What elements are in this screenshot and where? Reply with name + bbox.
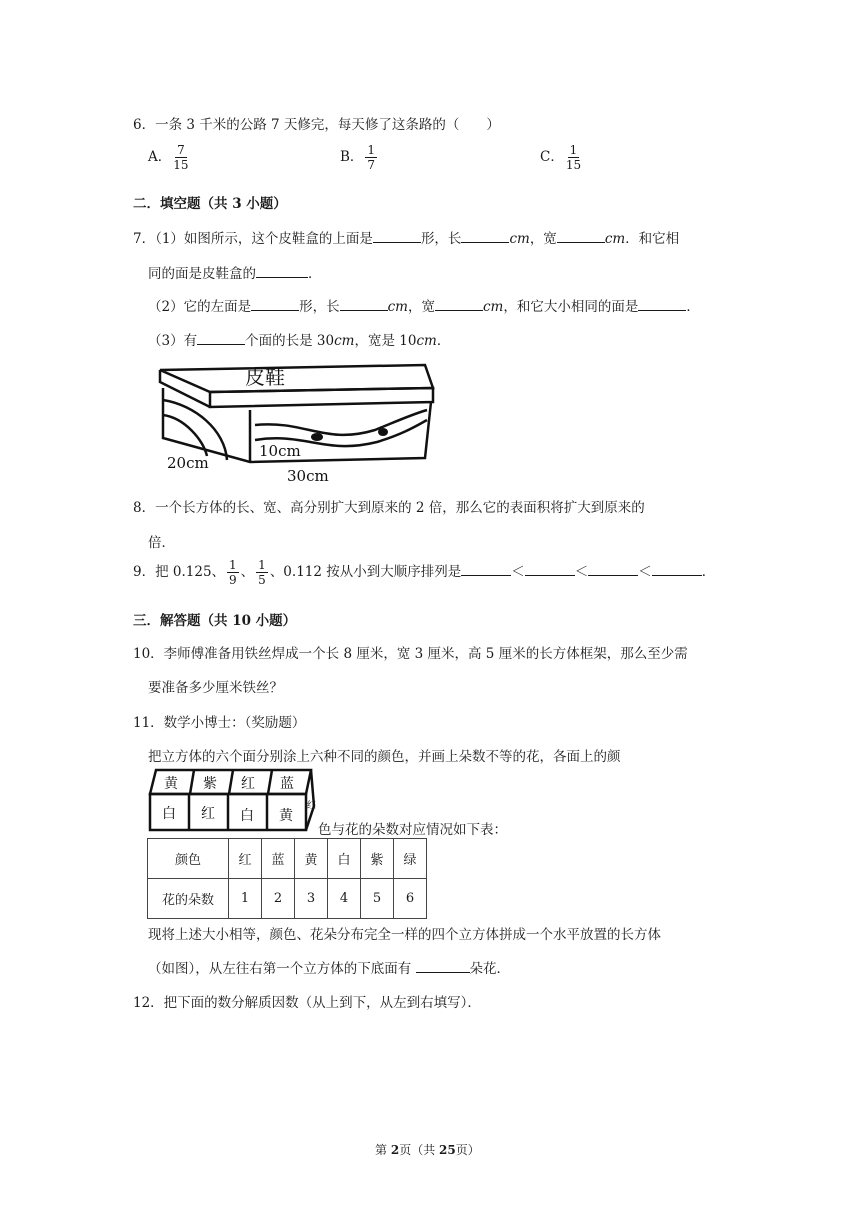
q7-line4: （3）有 个面的长是 30cm，宽是 10cm． [148, 329, 450, 349]
q9-line: 9．把 0.125、 $\frac{1}{9}$ 、 $\frac{1}{5}$ 、0.112 按从小到大顺序排列是 ＜ ＜ ＜ ． [133, 558, 716, 587]
q10-line1: 10．李师傅准备用铁丝焊成一个长 8 厘米，宽 3 厘米，高 5 厘米的长方体框架，那么至少需 [133, 646, 688, 662]
table-cell: 红 [229, 839, 262, 879]
cube-front-label: 白 [240, 808, 254, 824]
table-cell: 花的朵数 [148, 879, 229, 919]
shoebox-figure [155, 360, 440, 485]
cube-front-label: 红 [201, 806, 215, 822]
q7-line3: （2）它的左面是 形，长 cm，宽 cm，和它大小相同的面是 ． [148, 295, 700, 315]
cube-top-label: 蓝 [280, 776, 294, 792]
shoebox-label: 皮鞋 [245, 365, 285, 389]
q6-option-b: B． $\frac{1}{7}$ [340, 143, 376, 172]
q8-line1: 8．一个长方体的长、宽、高分别扩大到原来的 2 倍，那么它的表面积将扩大到原来的 [133, 500, 645, 516]
q6-option-a: A． $\frac{7}{15}$ [148, 143, 189, 172]
q7-line1: 7．（1）如图所示，这个皮鞋盒的上面是 形，长 cm，宽 cm．和它相 [133, 227, 679, 247]
cube-top-label: 黄 [164, 776, 178, 792]
q11-line4: （如图），从左往右第一个立方体的下底面有 朵花． [148, 957, 510, 977]
section-answer-title: 三．解答题（共 10 小题） [133, 613, 297, 629]
table-cell: 白 [328, 839, 361, 879]
cube-front-label: 黄 [279, 808, 293, 824]
cube-front-label: 白 [162, 806, 176, 822]
table-cell: 5 [361, 879, 394, 919]
table-cell: 2 [262, 879, 295, 919]
section-fill-in-title: 二．填空题（共 3 小题） [133, 196, 287, 212]
q12-line: 12．把下面的数分解质因数（从上到下，从左到右填写）． [133, 995, 481, 1011]
cube-top-label: 红 [241, 776, 255, 792]
cubes-figure [146, 766, 318, 834]
q10-line2: 要准备多少厘米铁丝？ [148, 680, 283, 696]
table-cell: 绿 [394, 839, 427, 879]
q11-title: 11．数学小博士：（奖励题） [133, 715, 306, 731]
shoebox-dot [378, 428, 388, 436]
shoebox-length-label: 30cm [287, 467, 329, 485]
q11-line1: 把立方体的六个面分别涂上六种不同的颜色，并画上朵数不等的花，各面上的颜 [148, 749, 621, 765]
cube-side-label: 红 [307, 801, 317, 811]
shoebox-height-label: 10cm [259, 442, 301, 460]
table-cell: 6 [394, 879, 427, 919]
shoebox-width-label: 20cm [167, 454, 209, 472]
table-cell: 1 [229, 879, 262, 919]
table-cell: 4 [328, 879, 361, 919]
table-cell: 黄 [295, 839, 328, 879]
cube-top-label: 紫 [203, 776, 217, 792]
page-footer: 第 2页（共 25页） [375, 1143, 480, 1157]
table-cell: 紫 [361, 839, 394, 879]
table-cell: 3 [295, 879, 328, 919]
table-cell: 蓝 [262, 839, 295, 879]
q8-line2: 倍． [148, 535, 175, 551]
q11-line3: 现将上述大小相等，颜色、花朵分布完全一样的四个立方体拼成一个水平放置的长方体 [148, 927, 661, 943]
q7-line2: 同的面是皮鞋盒的 ． [148, 262, 322, 282]
q11-line2: 色与花的朵数对应情况如下表： [318, 822, 507, 838]
flower-count-table [147, 838, 427, 919]
table-cell: 颜色 [148, 839, 229, 879]
table-row [148, 879, 427, 919]
q6-stem: 6．一条 3 千米的公路 7 天修完，每天修了这条路的（ ） [133, 117, 500, 133]
q6-option-c: C． $\frac{1}{15}$ [540, 143, 582, 172]
shoebox-dot [311, 433, 323, 441]
table-row [148, 839, 427, 879]
